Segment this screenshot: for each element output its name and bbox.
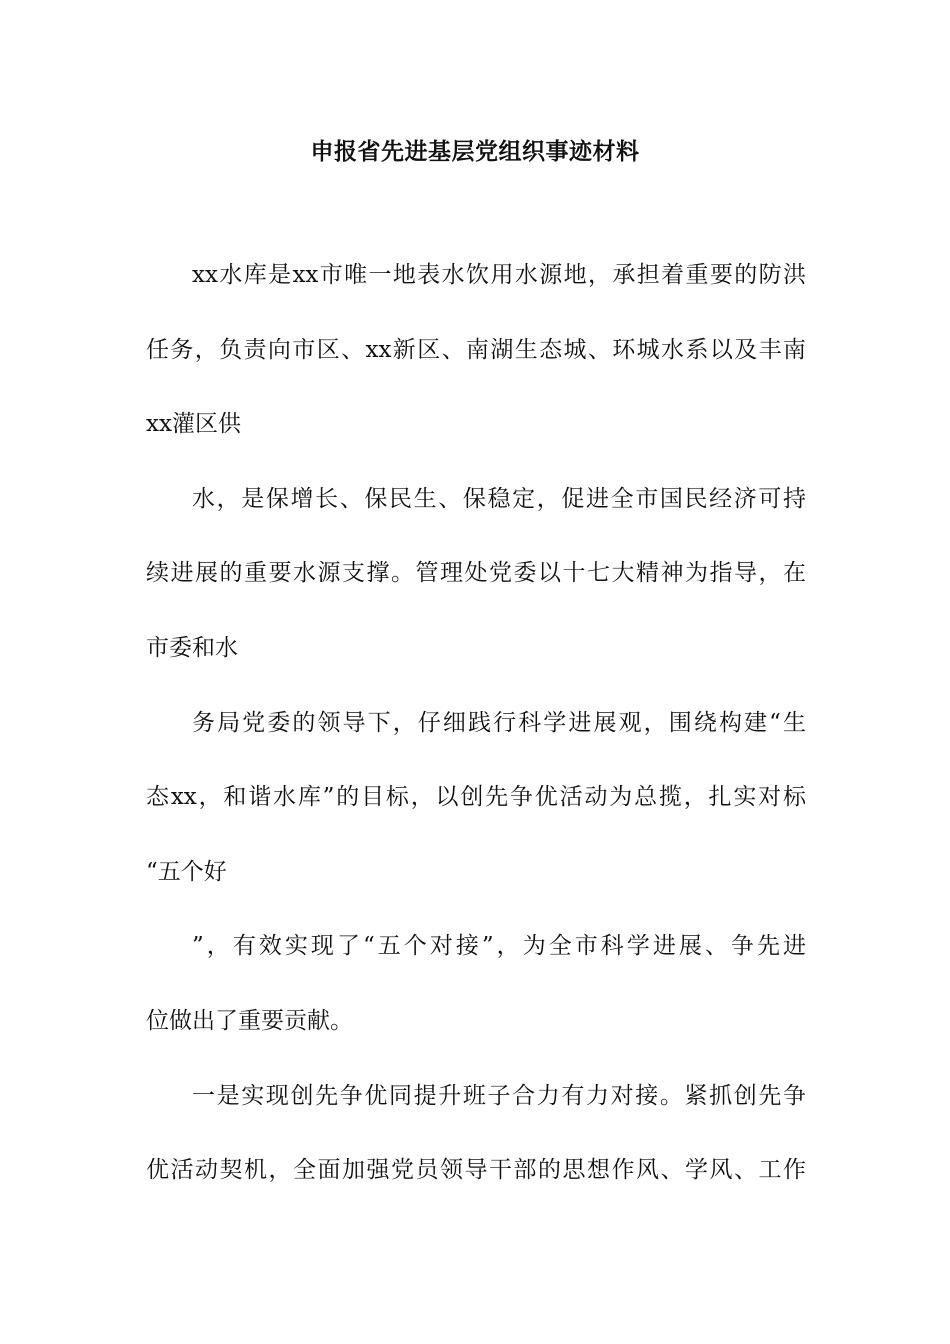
body-line: 态xx，和谐水库”的目标，以创先争优活动为总揽，扎实对标	[146, 784, 806, 811]
body-line: 市委和水	[146, 634, 238, 661]
body-line: 务局党委的领导下，仔细践行科学进展观，围绕构建“生	[192, 709, 806, 736]
document-title: 申报省先进基层党组织事迹材料	[310, 139, 640, 165]
document-body	[146, 255, 806, 1225]
body-line: 任务，负责向市区、xx新区、南湖生态城、环城水系以及丰南	[146, 336, 806, 363]
body-line: 位做出了重要贡献。	[146, 1007, 353, 1034]
body-line: 一是实现创先争优同提升班子合力有力对接。紧抓创先争	[192, 1082, 806, 1109]
body-line: 水，是保增长、保民生、保稳定，促进全市国民经济可持	[192, 485, 806, 512]
body-line: 优活动契机，全面加强党员领导干部的思想作风、学风、工作	[146, 1157, 806, 1184]
body-line: “五个好	[146, 858, 227, 885]
body-line: 续进展的重要水源支撑。管理处党委以十七大精神为指导，在	[146, 560, 806, 587]
body-line: xx灌区供	[146, 411, 241, 438]
body-line: xx水库是xx市唯一地表水饮用水源地，承担着重要的防洪	[192, 262, 806, 288]
body-line: ”，有效实现了“五个对接”，为全市科学进展、争先进	[192, 933, 806, 960]
